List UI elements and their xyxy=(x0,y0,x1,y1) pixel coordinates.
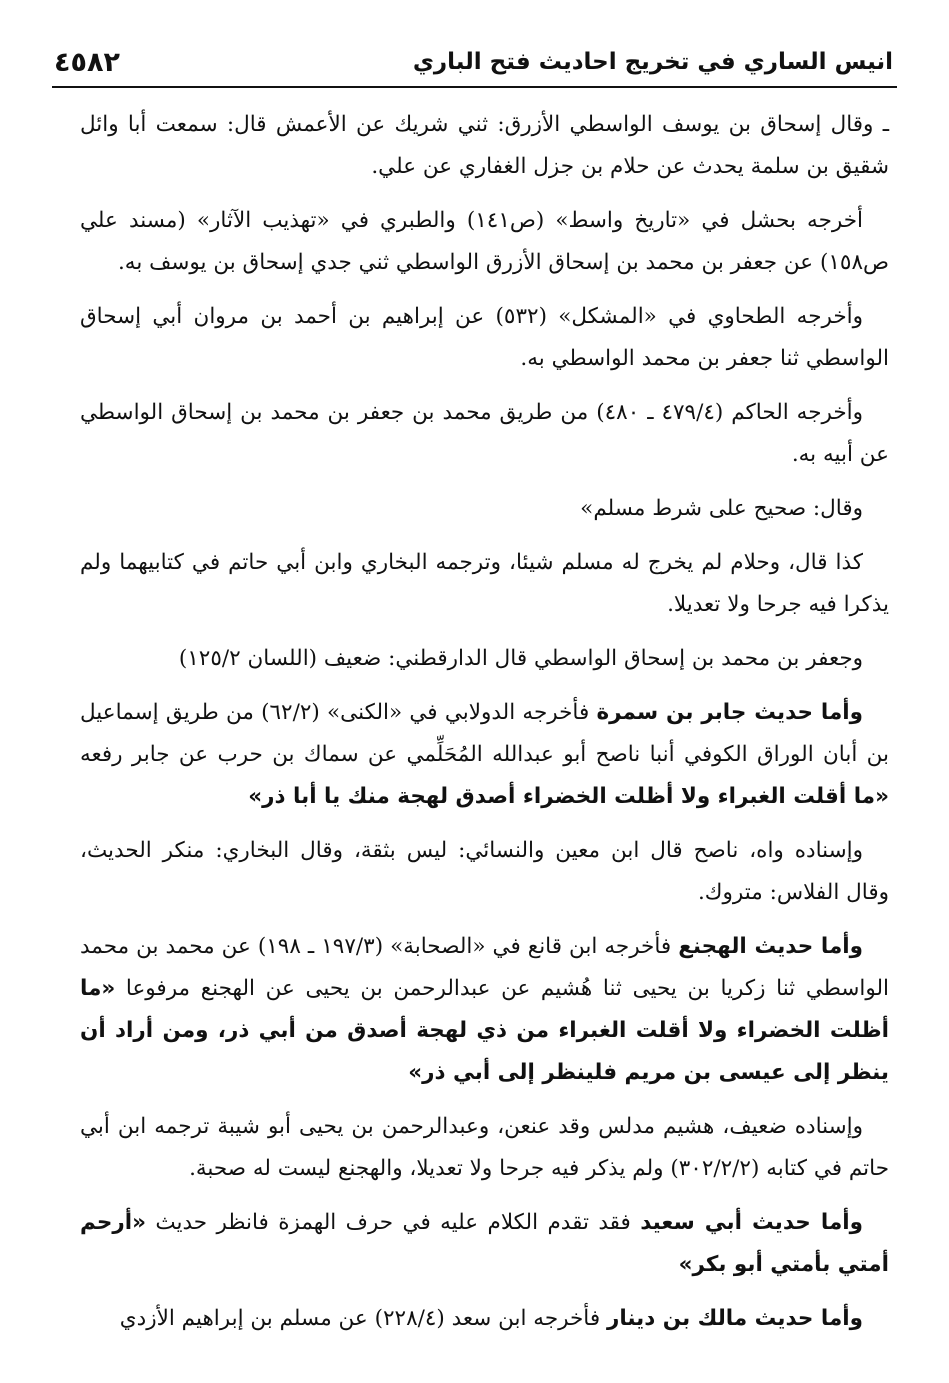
bold-text-segment: «أرحم أمتي بأمتي أبو بكر» xyxy=(80,1210,889,1277)
page-header xyxy=(54,40,893,84)
text-segment: أخرجه بحشل في «تاريخ واسط» (ص١٤١) والطبري في «تهذيب الآثار» (مسند علي ص١٥٨) عن جعفر بن محمد بن إسحاق الأزرق الواسطي ثني جدي إسحاق بن يوسف به. xyxy=(80,208,889,275)
page-body xyxy=(80,104,889,1352)
header-rule xyxy=(52,86,897,88)
paragraph xyxy=(80,104,889,188)
paragraph xyxy=(80,830,889,914)
bold-text-segment: وأما حديث مالك بن دينار xyxy=(606,1306,863,1331)
text-segment: وإسناده ضعيف، هشيم مدلس وقد عنعن، وعبدالرحمن بن يحيى أبو شيبة ترجمه ابن أبي حاتم في كتابه (٣٠٢/٢/٢) ولم يذكر فيه جرحا ولا تعديلا، والهجنع ليست له صحبة. xyxy=(80,1114,889,1181)
text-segment: فأخرجه الدولابي في «الكنى» (٦٢/٢) من طريق إسماعيل بن أبان الوراق الكوفي أنبا ناصح أبو عبدالله المُحَلِّمي عن سماك بن حرب عن جابر رفعه xyxy=(80,700,889,767)
text-segment: فأخرجه ابن سعد (٢٢٨/٤) عن مسلم بن إبراهيم الأزدي xyxy=(119,1306,607,1331)
page-number: ٤٥٨٢ xyxy=(54,46,120,78)
bold-text-segment: وأما حديث أبي سعيد xyxy=(640,1210,863,1235)
text-segment: ـ وقال إسحاق بن يوسف الواسطي الأزرق: ثني شريك عن الأعمش قال: سمعت أبا وائل شقيق بن سلمة يحدث عن حلام بن جزل الغفاري عن علي. xyxy=(80,112,889,179)
paragraph xyxy=(80,200,889,284)
text-segment: كذا قال، وحلام لم يخرج له مسلم شيئا، وترجمه البخاري وابن أبي حاتم في كتابيهما ولم يذكرا فيه جرحا ولا تعديلا. xyxy=(80,550,889,617)
text-segment: وجعفر بن محمد بن إسحاق الواسطي قال الدارقطني: ضعيف (اللسان ١٢٥/٢) xyxy=(178,646,863,671)
paragraph xyxy=(80,488,889,530)
text-segment: وأخرجه الطحاوي في «المشكل» (٥٣٢) عن إبراهيم بن أحمد بن مروان أبي إسحاق الواسطي ثنا جعفر بن محمد الواسطي به. xyxy=(80,304,889,371)
text-segment: فأخرجه ابن قانع في «الصحابة» (١٩٧/٣ ـ ١٩٨) عن محمد بن محمد الواسطي ثنا زكريا بن يحيى ثنا هُشيم عن عبدالرحمن بن يحيى عن الهجنع مرفوعا xyxy=(80,934,889,1001)
running-title: انيس الساري في تخريج احاديث فتح الباري xyxy=(412,49,893,75)
paragraph xyxy=(80,1298,889,1340)
paragraph xyxy=(80,392,889,476)
paragraph xyxy=(80,542,889,626)
text-segment: وإسناده واه، ناصح قال ابن معين والنسائي: ليس بثقة، وقال البخاري: منكر الحديث، وقال الفلاس: متروك. xyxy=(80,838,889,905)
paragraph xyxy=(80,296,889,380)
paragraph xyxy=(80,926,889,1094)
paragraph xyxy=(80,692,889,818)
paragraph xyxy=(80,638,889,680)
text-segment: وقال: صحيح على شرط مسلم» xyxy=(580,496,863,521)
paragraph xyxy=(80,1202,889,1286)
text-segment: فقد تقدم الكلام عليه في حرف الهمزة فانظر حديث xyxy=(146,1210,641,1235)
bold-text-segment: «ما أظلت الخضراء ولا أقلت الغبراء من ذي لهجة أصدق من أبي ذر، ومن أراد أن ينظر إلى عيسى بن مريم فلينظر إلى أبي ذر» xyxy=(80,976,889,1085)
bold-text-segment: وأما حديث جابر بن سمرة xyxy=(596,700,864,725)
paragraph xyxy=(80,1106,889,1190)
text-segment: وأخرجه الحاكم (٤٧٩/٤ ـ ٤٨٠) من طريق محمد بن جعفر بن محمد بن إسحاق الواسطي عن أبيه به. xyxy=(80,400,889,467)
bold-text-segment: «ما أقلت الغبراء ولا أظلت الخضراء أصدق لهجة منك يا أبا ذر» xyxy=(248,784,889,809)
bold-text-segment: وأما حديث الهجنع xyxy=(678,934,864,959)
